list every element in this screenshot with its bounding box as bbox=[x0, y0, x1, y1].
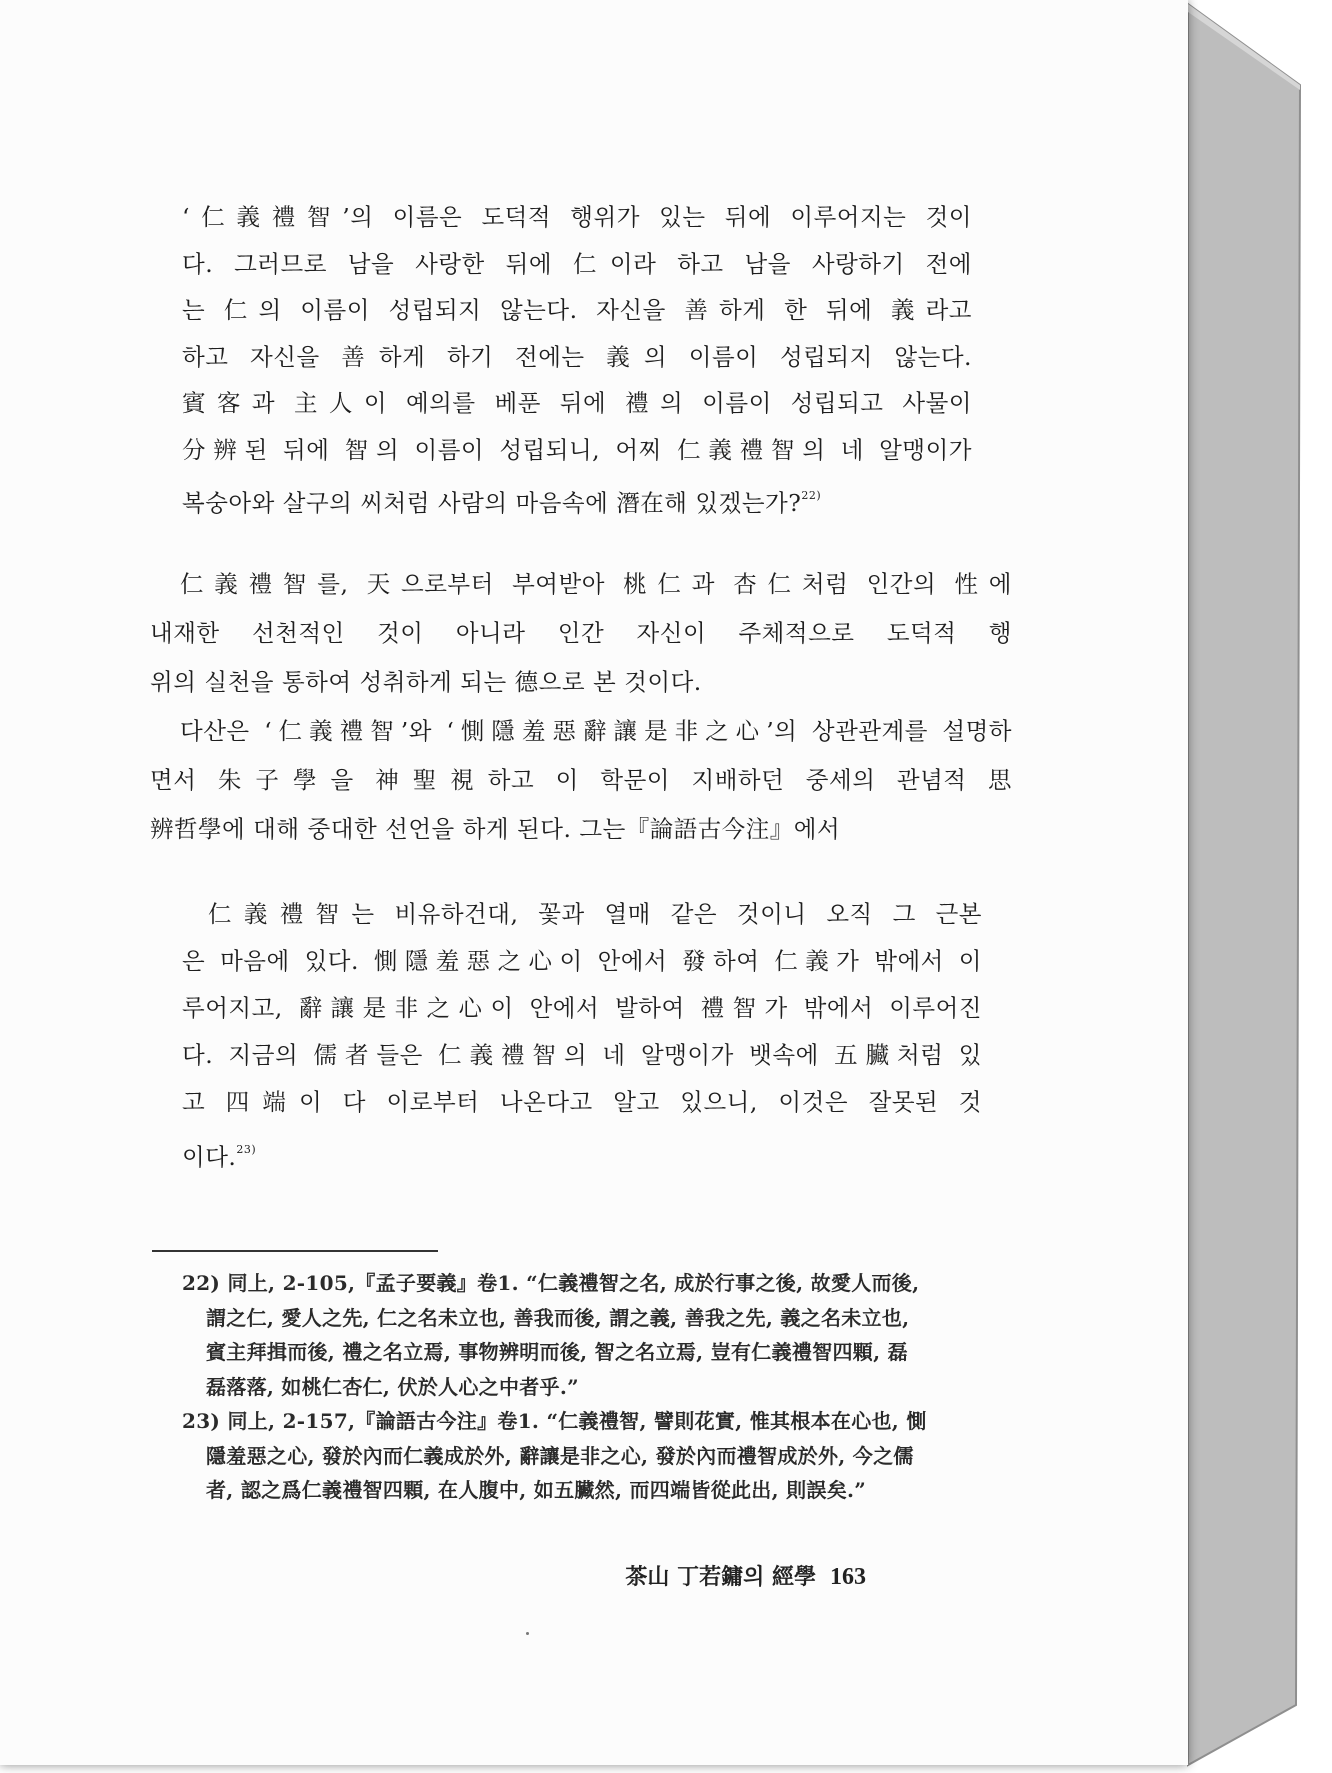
para-line: 辨哲學에 대해 중대한 선언을 하게 된다. 그는『論語古今注』에서 bbox=[150, 815, 841, 843]
footnote-22-line: 謂之仁, 愛人之先, 仁之名未立也, 善我而後, 謂之義, 善我之先, 義之名未立也, bbox=[206, 1305, 910, 1330]
para-line: 면서 朱子學을 神聖視하고 이 학문이 지배하던 중세의 관념적 思 bbox=[150, 766, 1012, 794]
quote2-line: 루어지고, 辭讓是非之心이 안에서 발하여 禮智가 밖에서 이루어진 bbox=[182, 994, 982, 1022]
quote1-line: 賓客과 主人이 예의를 베푼 뒤에 禮의 이름이 성립되고 사물이 bbox=[182, 389, 972, 417]
block-quote-2 bbox=[182, 891, 982, 1173]
quote2-line-last bbox=[182, 1126, 982, 1173]
footnote-ref-22[interactable]: 22) bbox=[801, 489, 822, 502]
footnote-23-line: 隱羞惡之心, 發於內而仁義成於外, 辭讓是非之心, 發於內而禮智成於外, 今之儒 bbox=[206, 1443, 914, 1468]
body-paragraph bbox=[150, 560, 1012, 854]
quote1-line: 다. 그러므로 남을 사랑한 뒤에 仁이라 하고 남을 사랑하기 전에 bbox=[182, 249, 972, 278]
para-line: 위의 실천을 통하여 성취하게 되는 德으로 본 것이다. bbox=[150, 668, 702, 696]
page-number: 163 bbox=[830, 1564, 866, 1590]
quote1-line: 는 仁의 이름이 성립되지 않는다. 자신을 善하게 한 뒤에 義라고 bbox=[182, 296, 972, 324]
quote2-line: 仁義禮智는 비유하건대, 꽃과 열매 같은 것이니 오직 그 근본 bbox=[208, 900, 982, 928]
footnotes bbox=[182, 1266, 1008, 1508]
quote1-line: 하고 자신을 善하게 하기 전에는 義의 이름이 성립되지 않는다. bbox=[182, 342, 972, 371]
quote1-line: ‘仁義禮智’의 이름은 도덕적 행위가 있는 뒤에 이루어지는 것이 bbox=[182, 203, 972, 231]
footnote-22-line: 賓主拜揖而後, 禮之名立焉, 事物辨明而後, 智之名立焉, 豈有仁義禮智四顆, 磊 bbox=[206, 1340, 908, 1364]
footnote-23-line: 23) 同上, 2-157,『論語古今注』卷1. “仁義禮智, 譬則花實, 惟其根本在心也, 惻 bbox=[182, 1409, 927, 1433]
footnote-ref-23[interactable]: 23) bbox=[236, 1143, 257, 1156]
quote1-text: 복숭아와 살구의 씨처럼 사람의 마음속에 潛在해 있겠는가? bbox=[182, 489, 802, 517]
para-line: 내재한 선천적인 것이 아니라 인간 자신이 주체적으로 도덕적 행 bbox=[150, 619, 1012, 647]
footnote-divider bbox=[152, 1250, 438, 1252]
quote2-line: 고 四端이 다 이로부터 나온다고 알고 있으니, 이것은 잘못된 것 bbox=[182, 1088, 982, 1116]
quote2-line: 다. 지금의 儒者들은 仁義禮智의 네 알맹이가 뱃속에 五臟처럼 있 bbox=[182, 1041, 982, 1069]
footnote-22-line: 22) 同上, 2-105,『孟子要義』卷1. “仁義禮智之名, 成於行事之後, 故愛人而後, bbox=[182, 1271, 920, 1295]
quote1-line-last bbox=[182, 473, 972, 520]
quote2-line: 은 마음에 있다. 惻隱羞惡之心이 안에서 發하여 仁義가 밖에서 이 bbox=[182, 947, 982, 975]
para-line: 다산은 ‘仁義禮智’와 ‘惻隱羞惡辭讓是非之心’의 상관관계를 설명하 bbox=[180, 717, 1012, 745]
footnote-22-line: 磊落落, 如桃仁杏仁, 伏於人心之中者乎.” bbox=[206, 1374, 579, 1399]
running-head bbox=[625, 1560, 866, 1591]
footnote-23-line: 者, 認之爲仁義禮智四顆, 在人腹中, 如五臟然, 而四端皆從此出, 則誤矣.” bbox=[206, 1478, 867, 1502]
para-line: 仁義禮智를, 天으로부터 부여받아 桃仁과 杏仁처럼 인간의 性에 bbox=[180, 570, 1012, 598]
block-quote-1 bbox=[182, 194, 972, 520]
quote1-line: 分辨된 뒤에 智의 이름이 성립되니, 어찌 仁義禮智의 네 알맹이가 bbox=[182, 435, 972, 464]
print-speck bbox=[526, 1632, 529, 1635]
quote2-text: 이다. bbox=[182, 1143, 237, 1171]
running-head-title: 茶山 丁若鏞의 經學 bbox=[625, 1564, 816, 1590]
